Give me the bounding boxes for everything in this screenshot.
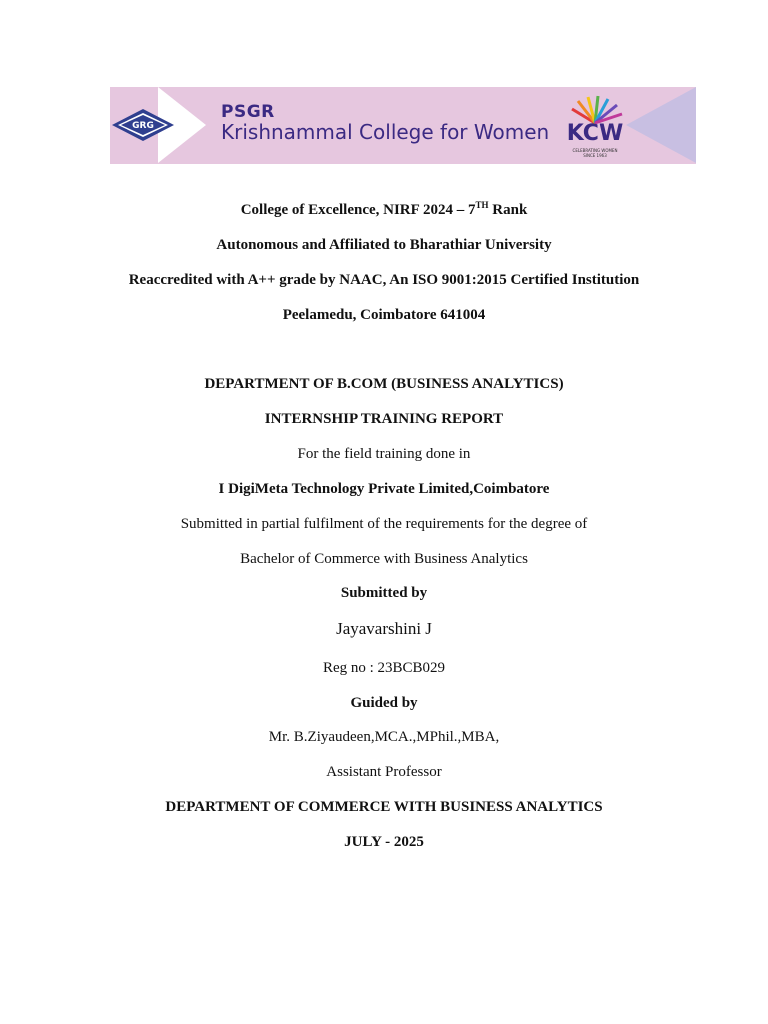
company-name: I DigiMeta Technology Private Limited,Coimbatore (218, 481, 550, 497)
report-date: JULY - 2025 (344, 834, 424, 850)
address-line: Peelamedu, Coimbatore 641004 (282, 307, 486, 323)
affiliation-line: Autonomous and Affiliated to Bharathiar University (216, 237, 552, 253)
guide-designation: Assistant Professor (326, 764, 442, 780)
grg-logo-text: GRG (132, 121, 154, 131)
kcw-since: SINCE 1963 (583, 153, 607, 158)
report-title: INTERNSHIP TRAINING REPORT (264, 411, 504, 427)
grg-logo-icon (110, 107, 176, 143)
brand-college-name: Krishnammal College for Women (221, 120, 550, 144)
accreditation-line: Reaccredited with A++ grade by NAAC, An ISO 9001:2015 Certified Institution (128, 272, 640, 288)
department-footer: DEPARTMENT OF COMMERCE WITH BUSINESS ANALYTICS (165, 799, 603, 815)
guide-name: Mr. B.Ziyaudeen,MCA.,MPhil.,MBA, (268, 729, 500, 745)
guided-by-label: Guided by (350, 695, 418, 711)
banner-right-accent (626, 87, 696, 163)
nirf-rank-line: College of Excellence, NIRF 2024 – 7TH Rank (240, 200, 528, 218)
college-banner (110, 87, 696, 164)
brand-psgr: PSGR (221, 102, 275, 122)
department-heading: DEPARTMENT OF B.COM (BUSINESS ANALYTICS) (204, 376, 564, 392)
field-training-text: For the field training done in (297, 446, 471, 462)
kcw-logo (564, 95, 630, 159)
submitted-by-label: Submitted by (340, 585, 428, 601)
submission-statement: Submitted in partial fulfilment of the requirements for the degree of (180, 516, 588, 532)
student-name: Jayavarshini J (336, 619, 432, 638)
registration-number: Reg no : 23BCB029 (322, 660, 446, 676)
kcw-tagline: CELEBRATING WOMEN (572, 148, 618, 153)
degree-name: Bachelor of Commerce with Business Analytics (240, 551, 528, 567)
kcw-wordmark: KCW (566, 121, 624, 146)
